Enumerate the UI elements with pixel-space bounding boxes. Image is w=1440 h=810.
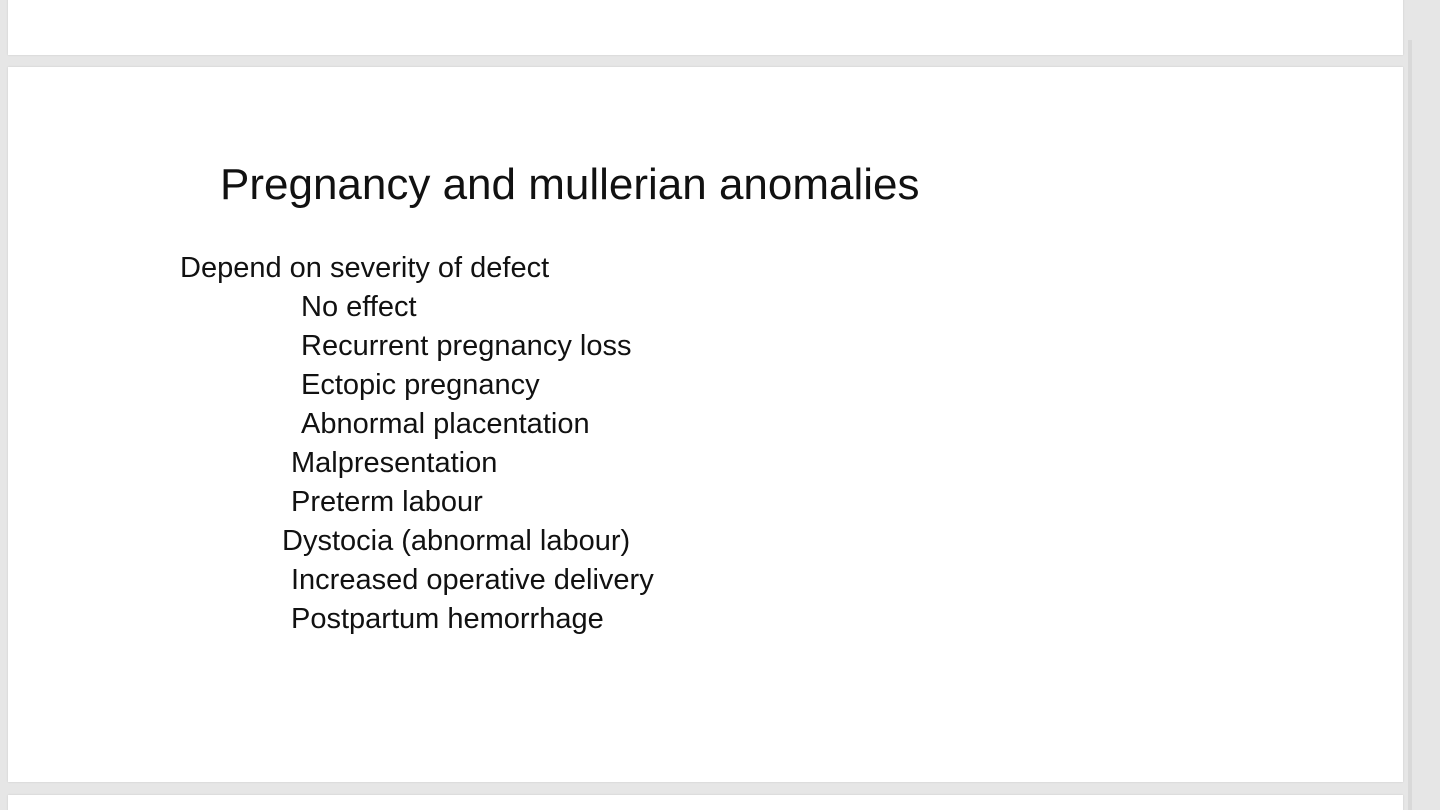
- list-item: Postpartum hemorrhage: [291, 603, 604, 635]
- intro-line: Depend on severity of defect: [180, 252, 550, 284]
- list-item: Ectopic pregnancy: [301, 369, 540, 401]
- current-slide[interactable]: [8, 67, 1403, 782]
- list-item: Abnormal placentation: [301, 408, 590, 440]
- list-item: Preterm labour: [291, 486, 483, 518]
- slide-content-list: [180, 249, 654, 639]
- slide-title: Pregnancy and mullerian anomalies: [220, 160, 920, 209]
- list-item: Increased operative delivery: [291, 564, 654, 596]
- list-item: Malpresentation: [291, 447, 498, 479]
- list-item: Dystocia (abnormal labour): [282, 525, 631, 557]
- previous-slide[interactable]: [8, 0, 1403, 55]
- list-item: Recurrent pregnancy loss: [301, 330, 632, 362]
- scrollbar-track[interactable]: [1408, 40, 1412, 810]
- next-slide[interactable]: [8, 795, 1403, 810]
- list-item: No effect: [301, 291, 417, 323]
